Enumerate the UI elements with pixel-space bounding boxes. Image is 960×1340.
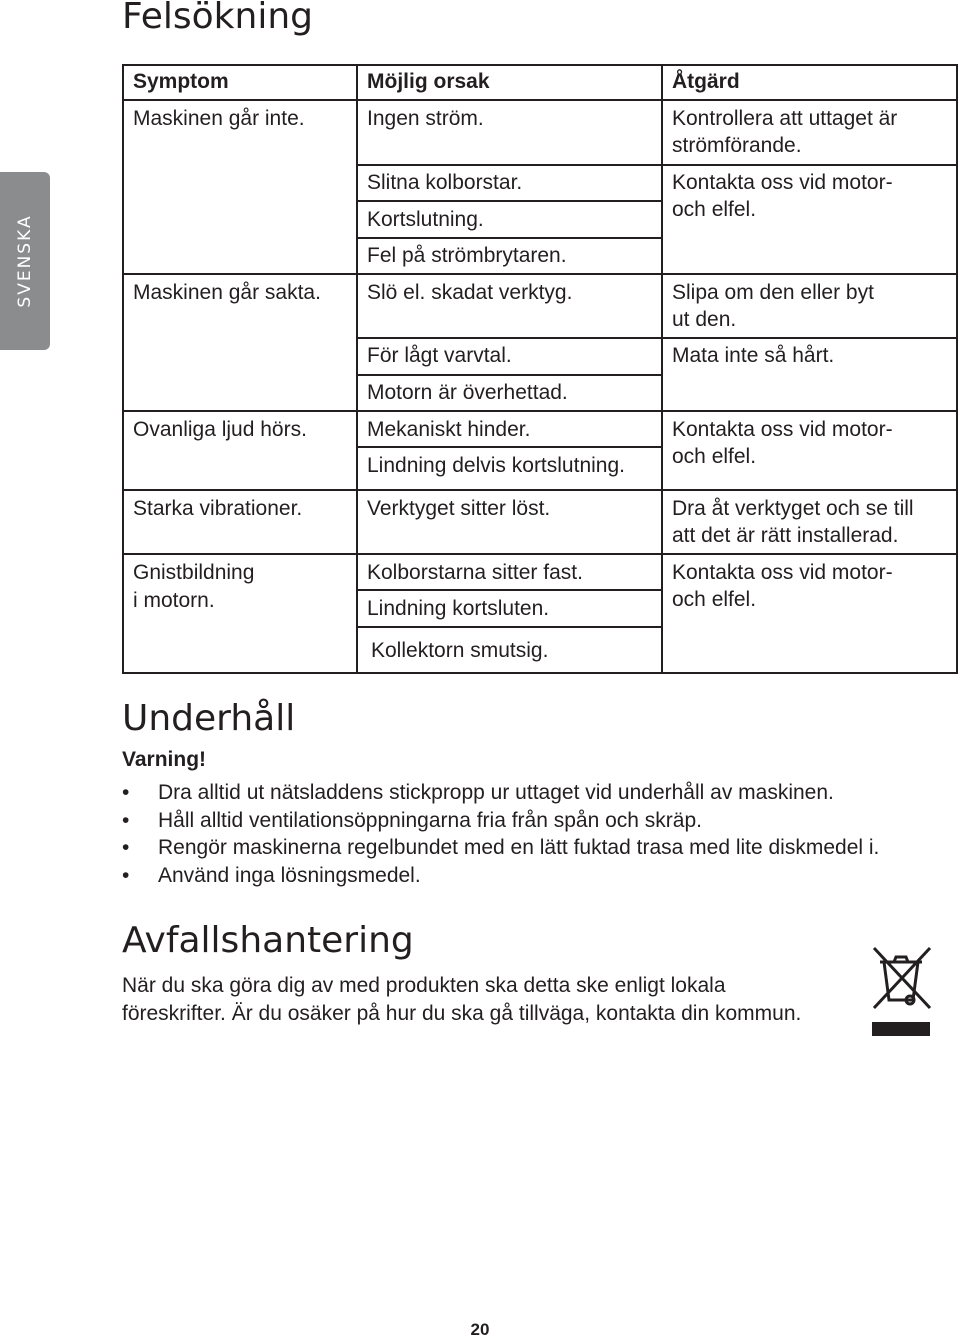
action-line: ut den. (672, 308, 737, 331)
symptom-unusual-noise: Ovanliga ljud hörs. (133, 418, 307, 441)
action-line: och elfel. (672, 588, 757, 611)
action-line: Slipa om den eller byt (672, 281, 874, 304)
cause: Slitna kolborstar. (367, 171, 523, 194)
cause: Kollektorn smutsig. (371, 639, 549, 662)
action-line: och elfel. (672, 198, 757, 221)
action-line: Kontrollera att uttaget är (672, 107, 898, 130)
disposal-title: Avfallshantering (122, 920, 414, 961)
crossed-out-wheelie-bin-icon (866, 942, 936, 1042)
bullet-icon: • (122, 781, 130, 804)
bullet-icon: • (122, 864, 130, 887)
symptom-sparking-line1: Gnistbildning (133, 561, 255, 584)
action-line: strömförande. (672, 134, 802, 157)
symptom-sparking-line2: i motorn. (133, 589, 215, 612)
cause: Lindning kortsluten. (367, 597, 550, 620)
action-line: Mata inte så hårt. (672, 344, 835, 367)
troubleshooting-title: Felsökning (122, 0, 314, 37)
bullet-icon: • (122, 809, 130, 832)
action-line: och elfel. (672, 445, 757, 468)
cause: Slö el. skadat verktyg. (367, 281, 573, 304)
header-symptom: Symptom (133, 70, 229, 93)
cause: Ingen ström. (367, 107, 484, 130)
cause: Mekaniskt hinder. (367, 418, 531, 441)
action-line: Kontakta oss vid motor- (672, 418, 893, 441)
cause: Kortslutning. (367, 208, 484, 231)
header-cause: Möjlig orsak (367, 70, 490, 93)
language-tab-label: SVENSKA (15, 214, 35, 308)
cause: Fel på strömbrytaren. (367, 244, 567, 267)
cause: För lågt varvtal. (367, 344, 512, 367)
cause: Lindning delvis kortslutning. (367, 454, 625, 477)
action-line: Kontakta oss vid motor- (672, 561, 893, 584)
header-action: Åtgärd (672, 70, 740, 93)
warning-label: Varning! (122, 748, 207, 771)
page-number: 20 (470, 1320, 490, 1339)
language-tab (0, 172, 50, 350)
cause: Verktyget sitter löst. (367, 497, 551, 520)
symptom-not-running: Maskinen går inte. (133, 107, 305, 130)
disposal-text-line1: När du ska göra dig av med produkten ska detta ske enligt lokala (122, 974, 726, 997)
bullet-icon: • (122, 836, 130, 859)
symptom-strong-vibrations: Starka vibrationer. (133, 497, 303, 520)
maintenance-title: Underhåll (122, 698, 296, 739)
cause: Kolborstarna sitter fast. (367, 561, 583, 584)
cause: Motorn är överhettad. (367, 381, 568, 404)
disposal-text-line2: föreskrifter. Är du osäker på hur du ska gå tillväga, kontakta din kommun. (122, 1002, 802, 1025)
action-line: Dra åt verktyget och se till (672, 497, 914, 520)
action-line: Kontakta oss vid motor- (672, 171, 893, 194)
symptom-runs-slow: Maskinen går sakta. (133, 281, 321, 304)
action-line: att det är rätt installerad. (672, 524, 899, 547)
